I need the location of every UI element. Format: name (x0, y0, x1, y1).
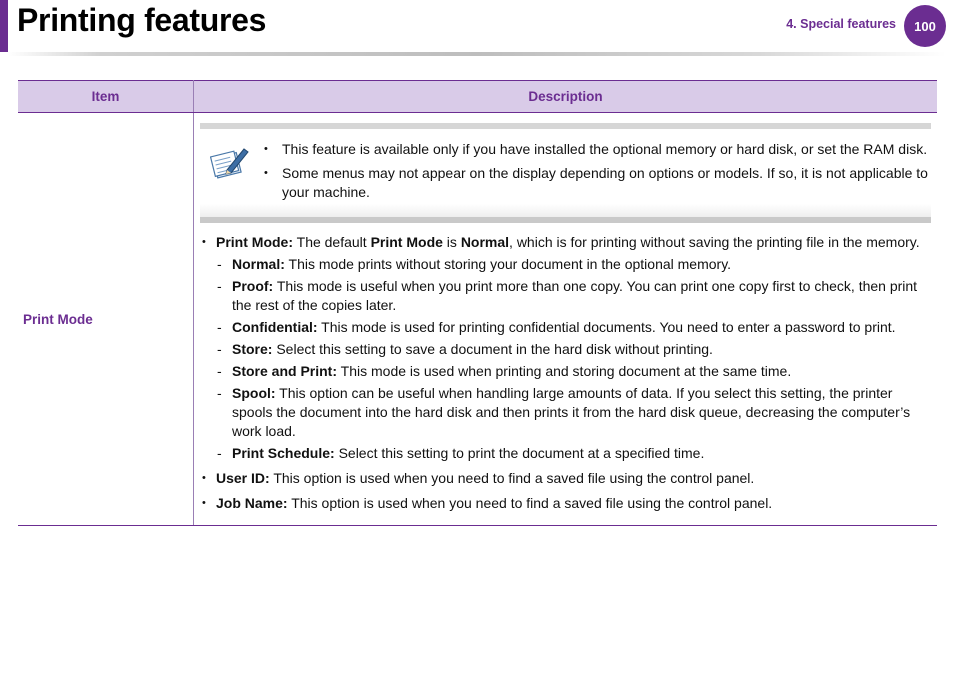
term-text: This option can be useful when handling large amounts of data. If you select this setting, the printer spools the document into the hard disk and then prints it from the hard disk queue, decreasing the computer’s work load. (232, 385, 911, 439)
list-item-job-name (216, 494, 931, 513)
left-accent-bar (0, 0, 8, 52)
table-header-row (18, 81, 937, 113)
term-text: This option is used when you need to find a saved file using the control panel. (287, 495, 773, 511)
term-text: The default (293, 234, 371, 250)
term-label: Job Name: (216, 495, 288, 511)
term-label: Normal: (232, 256, 285, 272)
note-box (200, 123, 931, 223)
header-divider (8, 52, 946, 56)
sub-item-store-and-print (232, 362, 931, 381)
note-list (200, 140, 931, 202)
description-cell (194, 113, 938, 526)
term-text: is (442, 234, 461, 250)
sub-item-proof (232, 277, 931, 315)
term-label: Spool: (232, 385, 276, 401)
sub-item-store (232, 340, 931, 359)
term-label: Store: (232, 341, 273, 357)
list-item: • This feature is available only if you have installed the optional memory or hard disk, or set the RAM disk. (282, 140, 931, 159)
sub-item-confidential (232, 318, 931, 337)
page-title: Printing features (17, 2, 267, 38)
term-label: Print Schedule: (232, 445, 335, 461)
column-header-item: Item (18, 81, 194, 113)
sub-item-normal (232, 255, 931, 274)
list-item-user-id (216, 469, 931, 488)
description-list (200, 233, 931, 513)
list-item-print-mode (216, 233, 931, 463)
item-cell-print-mode: Print Mode (18, 113, 194, 526)
term-label: Print Mode (370, 234, 443, 250)
chapter-label: 4. Special features (786, 17, 896, 31)
list-item: • Some menus may not appear on the display depending on options or models. If so, it is not applicable to your machine. (282, 164, 931, 202)
term-label: Print Mode: (216, 234, 293, 250)
term-text: This mode is used for printing confidential documents. You need to enter a password to print. (317, 319, 896, 335)
page-number-badge: 100 (904, 5, 946, 47)
term-text: Select this setting to save a document in the hard disk without printing. (272, 341, 713, 357)
sub-list (216, 255, 931, 463)
term-text: Select this setting to print the document at a specified time. (334, 445, 705, 461)
term-text: This mode prints without storing your document in the optional memory. (284, 256, 732, 272)
term-text: This option is used when you need to find a saved file using the control panel. (269, 470, 755, 486)
sub-item-spool (232, 384, 931, 441)
sub-item-print-schedule (232, 444, 931, 463)
feature-table (18, 80, 937, 526)
term-text: This mode is useful when you print more than one copy. You can print one copy first to check, then print the rest of the copies later. (232, 278, 918, 313)
term-label: Proof: (232, 278, 274, 294)
table-row (18, 113, 937, 526)
term-label: Confidential: (232, 319, 318, 335)
term-label: User ID: (216, 470, 270, 486)
term-text: This mode is used when printing and storing document at the same time. (337, 363, 792, 379)
term-label: Normal (460, 234, 510, 250)
term-text: , which is for printing without saving the printing file in the memory. (509, 234, 920, 250)
term-label: Store and Print: (232, 363, 338, 379)
column-header-description: Description (194, 81, 938, 113)
note-pencil-icon (210, 143, 250, 183)
